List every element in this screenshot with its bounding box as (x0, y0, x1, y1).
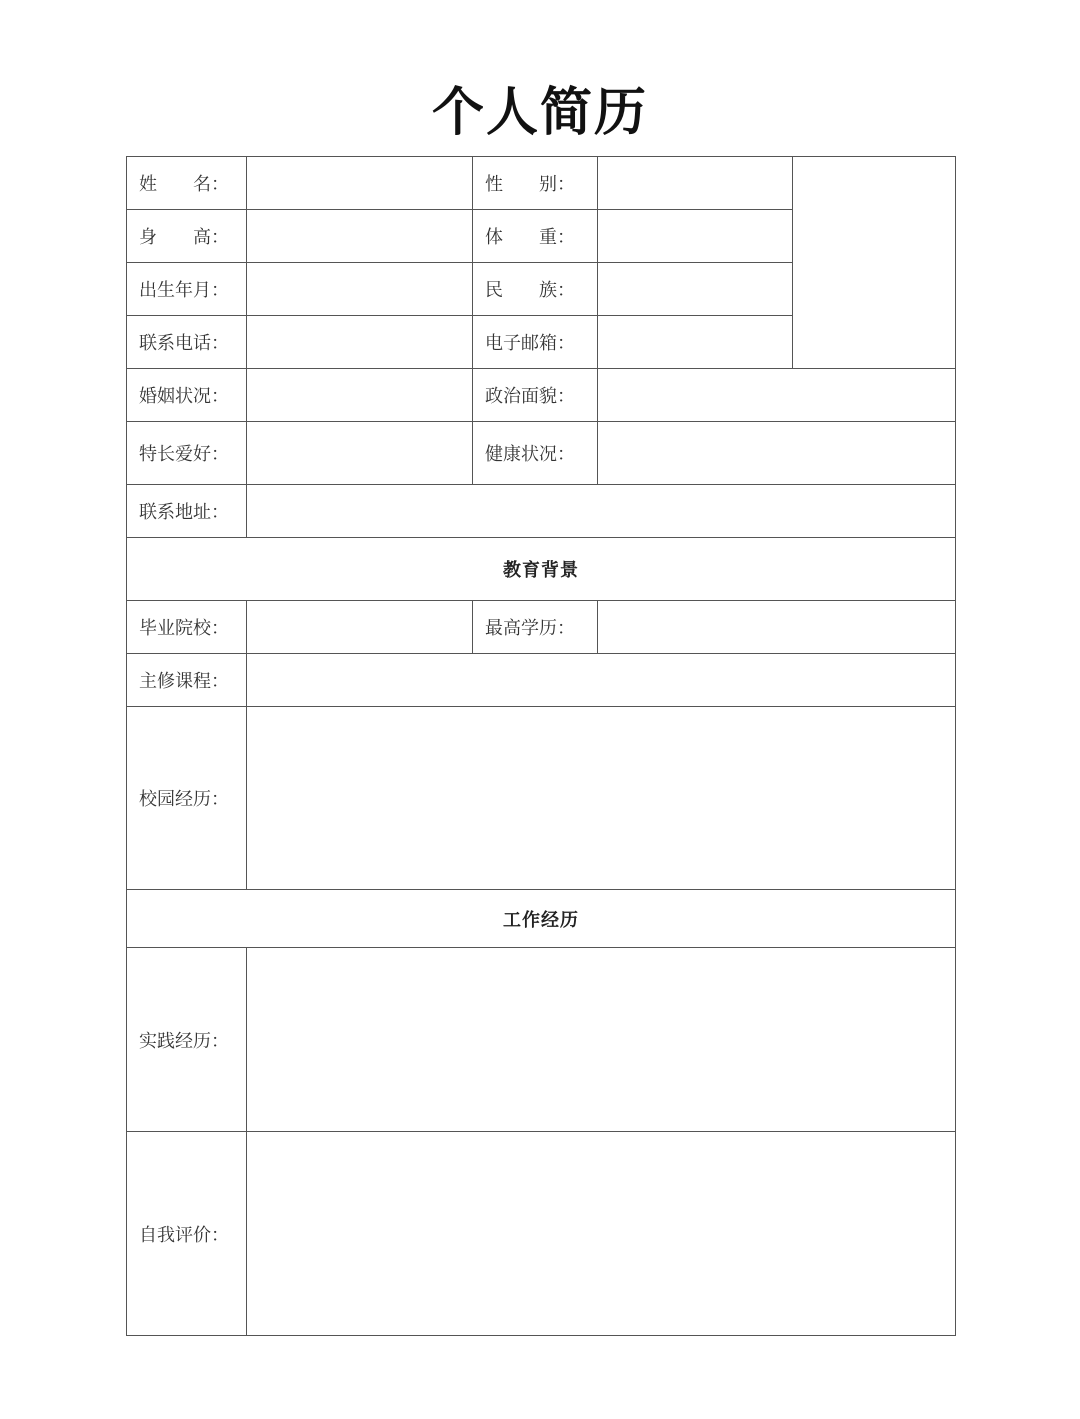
marital-label: 婚姻状况： (127, 369, 247, 422)
degree-field[interactable] (598, 601, 956, 654)
gender-field[interactable] (598, 157, 793, 210)
address-field[interactable] (247, 485, 956, 538)
weight-field[interactable] (598, 210, 793, 263)
row-hobby-health (127, 422, 956, 485)
row-marital-political (127, 369, 956, 422)
row-campus (127, 707, 956, 890)
photo-box[interactable] (793, 157, 956, 369)
political-label: 政治面貌： (473, 369, 598, 422)
phone-label: 联系电话： (127, 316, 247, 369)
height-label: 身 高： (127, 210, 247, 263)
political-field[interactable] (598, 369, 956, 422)
row-work-heading (127, 890, 956, 948)
ethnicity-label: 民 族： (473, 263, 598, 316)
ethnicity-field[interactable] (598, 263, 793, 316)
birth-label: 出生年月： (127, 263, 247, 316)
self-eval-field[interactable] (247, 1132, 956, 1336)
row-address (127, 485, 956, 538)
email-label: 电子邮箱： (473, 316, 598, 369)
degree-label: 最高学历： (473, 601, 598, 654)
campus-label: 校园经历： (127, 707, 247, 890)
courses-field[interactable] (247, 654, 956, 707)
practice-field[interactable] (247, 948, 956, 1132)
self-eval-label: 自我评价： (127, 1132, 247, 1336)
weight-label: 体 重： (473, 210, 598, 263)
email-field[interactable] (598, 316, 793, 369)
name-field[interactable] (247, 157, 473, 210)
practice-label: 实践经历： (127, 948, 247, 1132)
school-field[interactable] (247, 601, 473, 654)
row-courses (127, 654, 956, 707)
work-section-title: 工作经历 (127, 890, 956, 948)
height-field[interactable] (247, 210, 473, 263)
health-field[interactable] (598, 422, 956, 485)
row-name-gender (127, 157, 956, 210)
phone-field[interactable] (247, 316, 473, 369)
health-label: 健康状况： (473, 422, 598, 485)
row-self-eval (127, 1132, 956, 1336)
name-label: 姓 名： (127, 157, 247, 210)
address-label: 联系地址： (127, 485, 247, 538)
hobby-label: 特长爱好： (127, 422, 247, 485)
row-education-heading (127, 538, 956, 601)
education-section-title: 教育背景 (127, 538, 956, 601)
row-practice (127, 948, 956, 1132)
gender-label: 性 别： (473, 157, 598, 210)
resume-table (126, 156, 956, 1336)
marital-field[interactable] (247, 369, 473, 422)
courses-label: 主修课程： (127, 654, 247, 707)
campus-field[interactable] (247, 707, 956, 890)
school-label: 毕业院校： (127, 601, 247, 654)
row-school-degree (127, 601, 956, 654)
hobby-field[interactable] (247, 422, 473, 485)
page-title: 个人简历 (431, 82, 648, 143)
birth-field[interactable] (247, 263, 473, 316)
